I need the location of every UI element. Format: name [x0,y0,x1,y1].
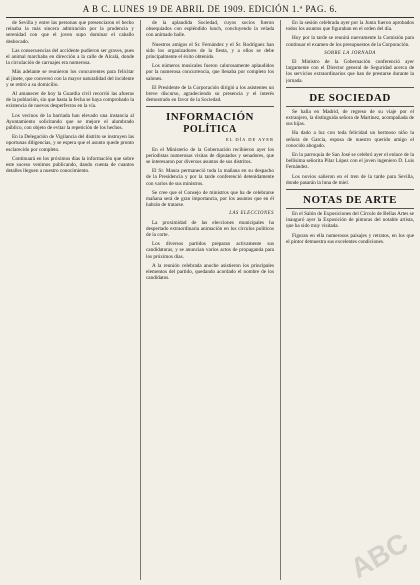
paragraph: de Sevilla y entre las personas que presenciaron el hecho reinaba la más sincera admiración por la prudencia y serenidad con que el joven supo dominar el caballo desbocado. [6,20,134,45]
paragraph: En el Ministerio de la Gobernación recibieron ayer los periodistas numerosas visitas de diputados y senadores, que se interesaron por diversos asuntos de sus distritos. [146,146,274,166]
paragraph: Ha dado a luz con toda felicidad un hermoso niño la señora de García, esposa de nuestro querido amigo el conocido abogado. [286,130,414,149]
section-subtitle-politica: POLÍTICA [183,124,237,136]
subheading-jornada: SOBRE LA JORNADA [324,50,376,56]
paragraph: La proximidad de las elecciones municipales ha despertado extraordinaria animación en los círculos políticos de la corte. [146,219,274,239]
section-title-sociedad: DE SOCIEDAD [309,91,391,104]
paragraph: Figuran en ella numerosos paisajes y retratos, en los que el pintor demuestra sus excelentes condiciones. [286,232,414,245]
watermark-logo: ABC [345,526,414,585]
column-2 [146,20,274,580]
paragraph: Hoy por la tarde se reunirá nuevamente la Comisión para continuar el examen de los presupuestos de la Corporación. [286,35,414,48]
section-title-informacion: INFORMACIÓN [166,111,254,124]
paragraph: En la sesión celebrada ayer por la Junta fueron aprobados todos los asuntos que figuraban en el orden del día. [286,20,414,33]
section-divider [286,208,414,209]
column-3 [286,20,414,580]
paragraph: Los números musicales fueron calurosamente aplaudidos por la numerosa concurrencia, que llenaba por completo los salones. [146,63,274,82]
section-title-notas-de-arte: NOTAS DE ARTE [303,194,397,207]
paragraph: Se halla en Madrid, de regreso de su viaje por el extranjero, la distinguida señora de Martínez, acompañada de sus hijas. [286,108,414,128]
section-divider [146,106,274,107]
subheading-elecciones: LAS ELECCIONES [229,211,274,217]
paragraph: Los novios salieron en el tren de la tarde para Sevilla, donde pasarán la luna de miel. [286,173,414,186]
column-1 [6,20,134,580]
paragraph: Las consecuencias del accidente pudieron ser graves, pues el animal marchaba en dirección a la calle de Alcalá, donde la circulación de carruajes era numerosa. [6,47,134,67]
paragraph: de la aplaudida Sociedad, cuyos socios fueron obsequiados con espléndido lunch, concluyendo la velada con animado baile. [146,20,274,39]
paragraph: En la Delegación de Vigilancia del distrito se instruyen las oportunas diligencias, y se espera que el asunto quede pronto esclarecido por completo. [6,134,134,153]
paragraph: Se cree que el Consejo de ministros que ha de celebrarse mañana será de gran importancia, por los asuntos que en él habrán de tratarse. [146,189,274,209]
section-divider [286,106,414,107]
column-separator [140,20,141,580]
paragraph: Los vecinos de la barriada han elevado una instancia al Ayuntamiento solicitando que se mejore el alumbrado público, con objeto de evitar la repetición de los hechos. [6,112,134,132]
paragraph: Los diversos partidos preparan activamente sus candidaturas, y se anuncian varios actos de propaganda para los próximos días. [146,241,274,260]
page-header: A B C. LUNES 19 DE ABRIL DE 1909. EDICIÓN 1.ª PAG. 6. [82,4,338,14]
paragraph: A la reunión celebrada anoche asistieron los principales elementos del partido, quedando acordado el nombre de los candidatos. [146,262,274,282]
section-divider [286,87,414,88]
paragraph: El Ministro de la Gobernación conferenció ayer largamente con el Director general de Seguridad acerca de los servicios extraordinarios que han de prestarse durante la jornada. [286,59,414,84]
paragraph: Al amanecer de hoy la Guardia civil recorrió las afueras de la población, sin que hasta la fecha se haya comprobado la existencia de nuevos desperfectos en la vía. [6,91,134,110]
paragraph: Continuará en los próximos días la información que sobre este suceso venimos publicando, dando cuenta de cuantos detalles lleguen a nuestro conocimiento. [6,155,134,175]
paragraph: El Sr. Maura permaneció toda la mañana en su despacho de la Presidencia y por la tarde conferenció detenidamente con varios de sus ministros. [146,168,274,187]
column-separator [280,20,281,580]
paragraph: En el Salón de Exposiciones del Círculo de Bellas Artes se inauguró ayer la Exposición de pinturas del notable artista, que ha sido muy visitada. [286,211,414,230]
section-divider [286,189,414,190]
paragraph: En la parroquia de San José se celebró ayer el enlace de la bellísima señorita Pilar López con el joven ingeniero D. Luis Fernández. [286,152,414,171]
paragraph: Más adelante se reunieron los concurrentes para felicitar al jinete, que conversó con la mayor naturalidad del incidente y se retiró a su domicilio. [6,69,134,88]
paragraph: El Presidente de la Corporación dirigió a los asistentes un breve discurso, agradeciendo su presencia y el interés demostrado en favor de la Sociedad. [146,84,274,104]
section-byline: EL DÍA DE AYER [225,137,274,143]
header-rule [6,17,414,18]
paragraph: Nuestros amigos el Sr. Fernández y el Sr. Rodríguez han sido los organizadores de la fiesta, y a ellos se debe principalmente el éxito obtenido. [146,41,274,61]
